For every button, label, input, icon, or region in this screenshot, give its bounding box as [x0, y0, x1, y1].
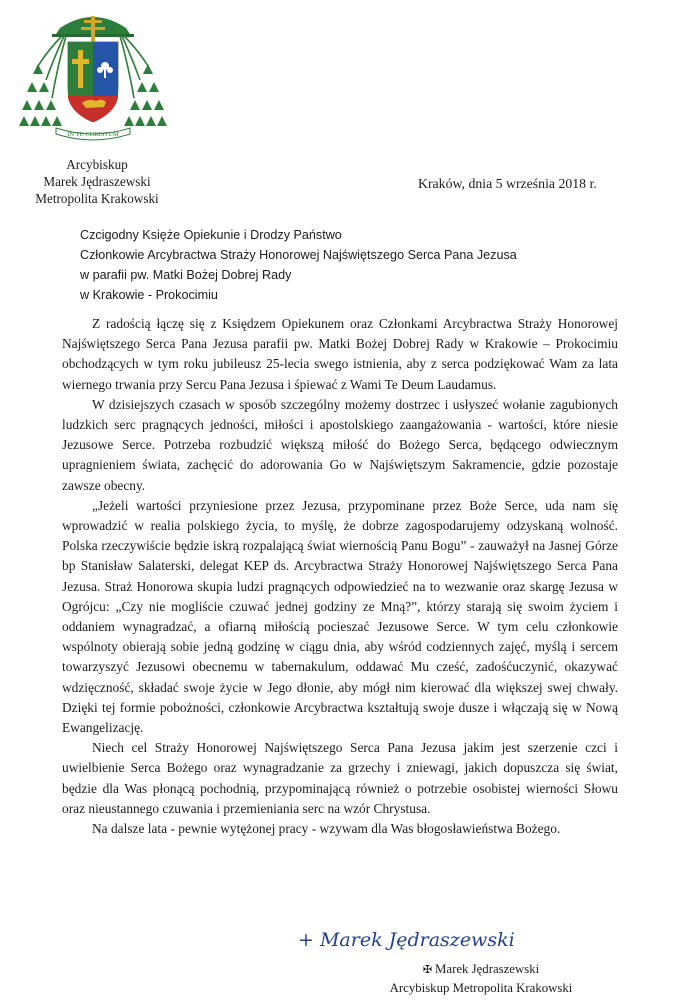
addressee-block	[80, 225, 640, 305]
paragraph-4: Niech cel Straży Honorowej Najświętszego Serca Pana Jezusa jakim jest szerzenie czci i uwielbienie Serca Bożego oraz wynagradzanie za grzechy i zniewagi, jakich dopuszcza się świat, będzie dla Was płonącą pochodnią, przypominającą również o potrzebie osobistej wierności Słowu oraz nieustannego czuwania i przemieniania serc na wzór Chrystusa.	[62, 740, 618, 816]
address-line-1: Czcigodny Księże Opiekunie i Drodzy Państwo	[80, 228, 342, 242]
paragraph-3: „Jeżeli wartości przyniesione przez Jezusa, przypominane przez Boże Serce, uda nam się wprowadzić w realia polskiego życia, to myślę, że dobrze zagospodarujemy odzyskaną wolność. Polska rzeczywiście będzie iskrą rozpalającą świat wiernością Panu Bogu” - zauważył na Jasnej Górze bp Stanisław Salaterski, delegat KEP ds. Arcybractwa Straży Honorowej Najświętszego Serca Pana Jezusa. Straż Honorowa skupia ludzi pragnących odpowiedzieć na to wezwanie oraz skargę Jezusa w Ogrójcu: „Czy nie mogliście czuwać jednej godziny ze Mną?”, którzy starają się swoim życiem i oddaniem wynagradzać, a ofiarną miłością pocieszać Jezusowe Serce. W tym celu członkowie wspólnoty obierają sobie jedną godzinę w ciągu dnia, aby wśród codziennych zajęć, myślą i sercem towarzyszyć Jezusowi obecnemu w tabernakulum, oddawać Mu cześć, zadośćuczynić, okazywać wdzięczność, składać swoje życie w Jego dłonie, aby mógł nim kierować dla większej swej chwały. Dzięki tej formie pobożności, członkowie Arcybractwa kształtują swoje dusze i włączają się w Nową Ewangelizację.	[62, 497, 618, 736]
cross-icon: ✠	[422, 964, 433, 976]
address-line-4: w Krakowie - Prokocimiu	[80, 288, 218, 302]
signer-block	[346, 960, 616, 997]
issuer-block	[32, 156, 162, 207]
issuer-office: Metropolita Krakowski	[35, 191, 159, 206]
paragraph-5: Na dalsze lata - pewnie wytężonej pracy - wzywam dla Was błogosławieństwa Bożego.	[92, 821, 561, 837]
letter-body	[62, 314, 618, 839]
signer-name: Marek Jędraszewski	[435, 962, 540, 976]
paragraph-1: Z radością łączę się z Księdzem Opiekunem oraz Członkami Arcybractwa Straży Honorowej Najświętszego Serca Pana Jezusa parafii pw. Matki Bożej Dobrej Rady w Krakowie – Prokocimiu obchodzących w tym roku jubileusz 25-lecia swego istnienia, aby z serca podziękować Wam za lata wiernego trwania przy Sercu Pana Jezusa i śpiewać z Wami Te Deum Laudamus.	[62, 316, 618, 392]
signer-title: Arcybiskup Metropolita Krakowski	[389, 981, 573, 995]
address-line-3: w parafii pw. Matki Bożej Dobrej Rady	[80, 268, 292, 282]
issuer-name: Marek Jędraszewski	[43, 174, 151, 189]
crest-motto: IN TE CHRISTUM	[67, 131, 119, 138]
letter-date: Kraków, dnia 5 września 2018 r.	[418, 176, 597, 191]
address-line-2: Członkowie Arcybractwa Straży Honorowej Najświętszego Serca Pana Jezusa	[80, 248, 517, 262]
issuer-title: Arcybiskup	[66, 157, 128, 172]
signature-scrawl: + Marek Jędraszewski	[298, 929, 515, 951]
paragraph-2: W dzisiejszych czasach w sposób szczególny możemy dostrzec i usłyszeć wołanie zagubionych ludzkich serc pragnących jedności, miłości i apostolskiego zaangażowania - wartości, które niesie Jezusowe Serce. Potrzeba rozbudzić większą miłość do Bożego Serca, będącego odwiecznym upragnieniem świata, zachęcić do adorowania Go w Najświętszym Sakramencie, gdzie pozostaje zawsze obecny.	[62, 396, 618, 493]
coat-of-arms-icon	[18, 2, 168, 150]
handwritten-signature	[292, 924, 602, 958]
